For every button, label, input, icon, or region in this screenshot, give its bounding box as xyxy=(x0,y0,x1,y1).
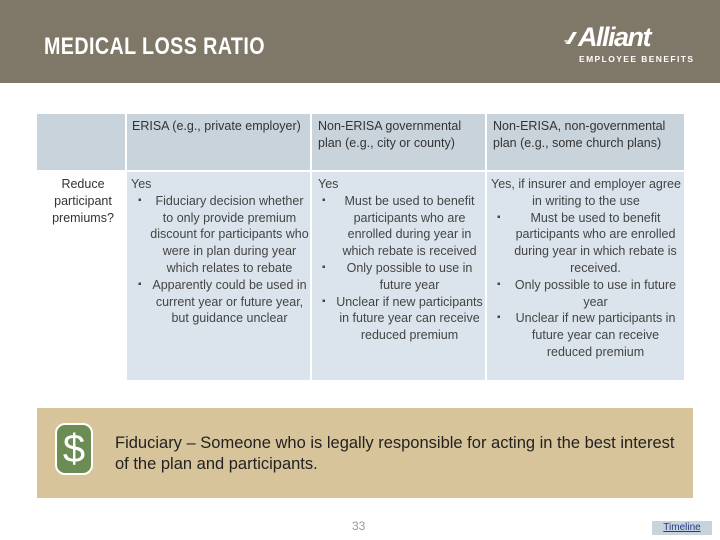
page-number: 33 xyxy=(352,519,366,533)
column-header-non-erisa-governmental: Non-ERISA governmental plan (e.g., city or county) xyxy=(312,114,485,170)
list-item: ▪ Must be used to benefit participants who are enrolled during year in which rebate is received xyxy=(316,193,484,260)
table-cell-non-governmental xyxy=(491,176,681,361)
timeline-link[interactable]: Timeline xyxy=(652,521,712,535)
list-item: ▪ Apparently could be used in current year or future year, but guidance unclear xyxy=(131,277,309,327)
list-item: ▪ Must be used to benefit participants who are enrolled during year in which rebate is received. xyxy=(491,210,681,277)
alliant-chevron-mark-icon xyxy=(564,30,578,46)
fiduciary-definition: Fiduciary – Someone who is legally responsible for acting in the best interest of the plan and participants. xyxy=(115,434,675,473)
logo-tagline: EMPLOYEE BENEFITS xyxy=(579,54,695,64)
alliant-logo xyxy=(564,22,695,68)
cell-lead: Yes xyxy=(318,177,339,191)
list-item: ▪ Unclear if new participants in future year can receive reduced premium xyxy=(316,294,484,344)
dollar-sign-icon: $ xyxy=(55,423,93,475)
logo-name: Alliant xyxy=(578,22,651,52)
table-cell-erisa xyxy=(131,176,309,327)
column-header-non-erisa-non-governmental: Non-ERISA, non-governmental plan (e.g., some church plans) xyxy=(487,114,684,170)
list-item: ▪ Fiduciary decision whether to only provide premium discount for participants who were in plan during year which relates to rebate xyxy=(131,193,309,277)
list-item: ▪ Only possible to use in future year xyxy=(491,277,681,311)
slide-title: MEDICAL LOSS RATIO xyxy=(44,33,265,60)
table-header-empty xyxy=(37,114,125,170)
table-cell-governmental xyxy=(316,176,484,344)
cell-lead: Yes, if insurer and employer agree in writing to the use xyxy=(491,177,681,208)
fiduciary-callout xyxy=(37,408,693,498)
cell-lead: Yes xyxy=(131,177,152,191)
slide-header xyxy=(0,0,720,83)
column-header-erisa: ERISA (e.g., private employer) xyxy=(127,114,310,170)
row-label-reduce-premiums: Reduce participant premiums? xyxy=(52,177,114,225)
list-item: ▪ Unclear if new participants in future year can receive reduced premium xyxy=(491,310,681,360)
list-item: ▪ Only possible to use in future year xyxy=(316,260,484,294)
